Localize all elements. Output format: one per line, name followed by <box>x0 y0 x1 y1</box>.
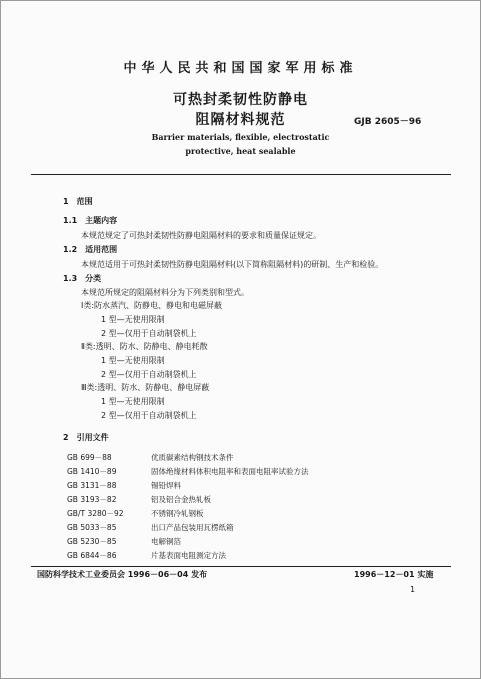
title-line-2: 阻隔材料规范 <box>195 112 286 128</box>
implementation-date: 1996－12－01 实施 <box>354 570 434 579</box>
page-number: 1 <box>410 585 416 594</box>
section-1-heading: 1 范围 <box>63 197 93 206</box>
class-1-label: Ⅰ类:防水蒸汽、防静电、静电和电磁屏蔽 <box>81 301 223 310</box>
ref-title: 出口产品包装用瓦楞纸箱 <box>151 523 234 532</box>
ref-title: 电解铜箔 <box>151 537 181 546</box>
section-1-1-heading: 1.1 主题内容 <box>63 216 118 225</box>
ref-code: GB/T 3280－92 <box>67 509 124 518</box>
section-2-heading: 2 引用文件 <box>63 433 109 442</box>
bottom-divider <box>31 566 451 567</box>
class-2-type-1: 1 型—无使用限制 <box>101 356 165 365</box>
ref-code: GB 5230－85 <box>67 537 117 546</box>
ref-title: 优质碳素结构钢技术条件 <box>151 453 234 462</box>
english-title-line-1: Barrier materials, flexible, electrostatic <box>151 132 330 142</box>
ref-title: 片基表面电阻测定方法 <box>151 551 226 560</box>
section-1-2-heading: 1.2 适用范围 <box>63 245 118 254</box>
top-divider <box>31 174 451 175</box>
class-2-label: Ⅱ类:透明、防水、防静电、静电耗散 <box>81 342 208 351</box>
ref-title: 不锈钢冷轧钢板 <box>151 509 204 518</box>
ref-code: GB 1410－89 <box>67 467 117 476</box>
section-1-2-text: 本规范适用于可热封柔韧性防静电阻隔材料(以下简称阻隔材料)的研制、生产和检验。 <box>81 260 384 269</box>
ref-code: GB 3131－88 <box>67 481 117 490</box>
ref-code: GB 699－88 <box>67 453 112 462</box>
class-1-type-2: 2 型—仅用于自动制袋机上 <box>101 329 197 338</box>
english-title-line-2: protective, heat sealable <box>185 146 296 156</box>
class-3-type-1: 1 型—无使用限制 <box>101 397 165 406</box>
ref-title: 铝及铝合金热轧板 <box>151 495 211 504</box>
class-3-type-2: 2 型—仅用于自动制袋机上 <box>101 411 197 420</box>
class-3-label: Ⅲ类:透明、防水、防静电、静电屏蔽 <box>81 383 210 392</box>
ref-title: 固体绝缘材料体积电阻率和表面电阻率试验方法 <box>151 467 309 476</box>
ref-code: GB 6844－86 <box>67 551 117 560</box>
standard-header: 中华人民共和国国家军用标准 <box>123 61 358 76</box>
section-1-3-heading: 1.3 分类 <box>63 274 102 283</box>
ref-title: 锡铅焊料 <box>151 481 181 490</box>
issue-date: 国防科学技术工业委员会 1996－06－04 发布 <box>37 570 208 579</box>
standard-code: GJB 2605－96 <box>354 117 422 127</box>
class-1-type-1: 1 型—无使用限制 <box>101 315 165 324</box>
section-1-1-text: 本规范规定了可热封柔韧性防静电阻隔材料的要求和质量保证规定。 <box>81 231 321 240</box>
title-line-1: 可热封柔韧性防静电 <box>173 92 308 108</box>
ref-code: GB 5033－85 <box>67 523 117 532</box>
section-1-3-text: 本规范所规定的阻隔材料分为下列类别和型式。 <box>81 288 249 297</box>
ref-code: GB 3193－82 <box>67 495 117 504</box>
class-2-type-2: 2 型—仅用于自动制袋机上 <box>101 370 197 379</box>
